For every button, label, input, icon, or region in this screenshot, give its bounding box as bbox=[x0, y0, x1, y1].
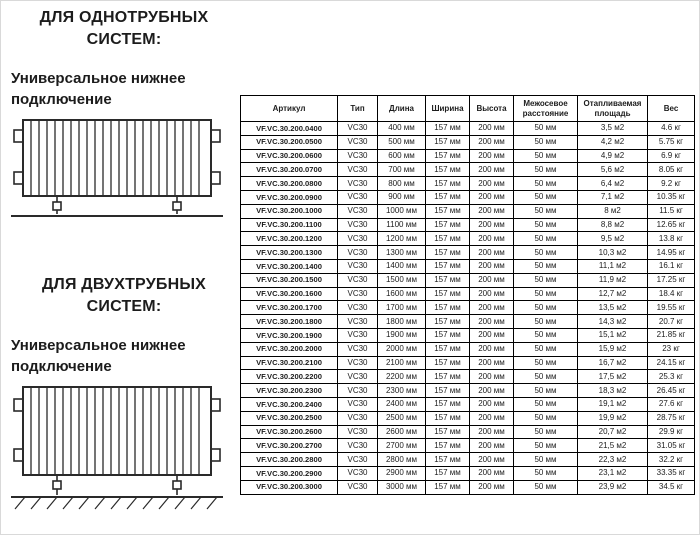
table-cell: 31.05 кг bbox=[648, 439, 695, 453]
table-cell: 8,8 м2 bbox=[578, 218, 648, 232]
article-cell: VF.VC.30.200.0400 bbox=[241, 122, 338, 136]
table-cell: 200 мм bbox=[470, 232, 514, 246]
table-cell: 9,5 м2 bbox=[578, 232, 648, 246]
table-cell: 10.35 кг bbox=[648, 190, 695, 204]
table-cell: 200 мм bbox=[470, 273, 514, 287]
table-cell: 200 мм bbox=[470, 246, 514, 260]
table-cell: 4,9 м2 bbox=[578, 149, 648, 163]
table-cell: 6.9 кг bbox=[648, 149, 695, 163]
heading-two-pipe-systems: ДЛЯ ДВУХТРУБНЫХ СИСТЕМ: bbox=[41, 275, 207, 316]
table-cell: 800 мм bbox=[378, 177, 426, 191]
table-cell: 2500 мм bbox=[378, 411, 426, 425]
table-cell: VC30 bbox=[338, 135, 378, 149]
table-row bbox=[241, 301, 695, 315]
table-cell: 21.85 кг bbox=[648, 328, 695, 342]
table-cell: 17,5 м2 bbox=[578, 370, 648, 384]
table-cell: 11,1 м2 bbox=[578, 259, 648, 273]
table-cell: 50 мм bbox=[514, 259, 578, 273]
table-cell: 200 мм bbox=[470, 466, 514, 480]
table-cell: 157 мм bbox=[426, 273, 470, 287]
table-cell: 200 мм bbox=[470, 135, 514, 149]
table-cell: VC30 bbox=[338, 370, 378, 384]
table-cell: 20.7 кг bbox=[648, 315, 695, 329]
table-cell: 200 мм bbox=[470, 384, 514, 398]
table-cell: 7,1 м2 bbox=[578, 190, 648, 204]
table-cell: 200 мм bbox=[470, 397, 514, 411]
table-cell: 157 мм bbox=[426, 342, 470, 356]
table-row bbox=[241, 356, 695, 370]
table-cell: 157 мм bbox=[426, 453, 470, 467]
subheading-universal-bottom-connection-2: Универсальное нижнее подключение bbox=[11, 336, 186, 375]
table-cell: 157 мм bbox=[426, 301, 470, 315]
table-cell: 2000 мм bbox=[378, 342, 426, 356]
table-cell: 157 мм bbox=[426, 135, 470, 149]
table-cell: VC30 bbox=[338, 287, 378, 301]
article-cell: VF.VC.30.200.0800 bbox=[241, 177, 338, 191]
table-cell: 200 мм bbox=[470, 301, 514, 315]
table-cell: 1200 мм bbox=[378, 232, 426, 246]
table-row bbox=[241, 480, 695, 494]
table-cell: 157 мм bbox=[426, 356, 470, 370]
table-cell: 14.95 кг bbox=[648, 246, 695, 260]
article-cell: VF.VC.30.200.2600 bbox=[241, 425, 338, 439]
article-cell: VF.VC.30.200.1100 bbox=[241, 218, 338, 232]
table-cell: 157 мм bbox=[426, 163, 470, 177]
table-cell: 50 мм bbox=[514, 273, 578, 287]
column-header: Длина bbox=[378, 96, 426, 122]
table-cell: VC30 bbox=[338, 246, 378, 260]
table-row bbox=[241, 273, 695, 287]
table-cell: VC30 bbox=[338, 466, 378, 480]
table-cell: 1500 мм bbox=[378, 273, 426, 287]
table-cell: 1900 мм bbox=[378, 328, 426, 342]
table-cell: 14,3 м2 bbox=[578, 315, 648, 329]
table-row bbox=[241, 425, 695, 439]
table-cell: 157 мм bbox=[426, 177, 470, 191]
table-row bbox=[241, 466, 695, 480]
table-cell: 18,3 м2 bbox=[578, 384, 648, 398]
radiator-diagram-two-pipe bbox=[11, 383, 223, 511]
table-cell: 50 мм bbox=[514, 315, 578, 329]
table-cell: VC30 bbox=[338, 439, 378, 453]
article-cell: VF.VC.30.200.1200 bbox=[241, 232, 338, 246]
article-cell: VF.VC.30.200.1600 bbox=[241, 287, 338, 301]
table-cell: 19,1 м2 bbox=[578, 397, 648, 411]
article-cell: VF.VC.30.200.0700 bbox=[241, 163, 338, 177]
spec-table bbox=[240, 95, 695, 495]
table-cell: VC30 bbox=[338, 204, 378, 218]
table-cell: VC30 bbox=[338, 342, 378, 356]
table-cell: 157 мм bbox=[426, 397, 470, 411]
table-cell: 50 мм bbox=[514, 384, 578, 398]
table-cell: 2400 мм bbox=[378, 397, 426, 411]
table-row bbox=[241, 122, 695, 136]
table-row bbox=[241, 439, 695, 453]
table-cell: 1100 мм bbox=[378, 218, 426, 232]
table-cell: 50 мм bbox=[514, 204, 578, 218]
table-cell: 400 мм bbox=[378, 122, 426, 136]
table-cell: 1600 мм bbox=[378, 287, 426, 301]
article-cell: VF.VC.30.200.3000 bbox=[241, 480, 338, 494]
article-cell: VF.VC.30.200.2800 bbox=[241, 453, 338, 467]
table-cell: 10,3 м2 bbox=[578, 246, 648, 260]
table-cell: 2900 мм bbox=[378, 466, 426, 480]
table-cell: VC30 bbox=[338, 177, 378, 191]
table-cell: 50 мм bbox=[514, 453, 578, 467]
article-cell: VF.VC.30.200.1300 bbox=[241, 246, 338, 260]
table-cell: 2700 мм bbox=[378, 439, 426, 453]
table-cell: 200 мм bbox=[470, 122, 514, 136]
table-cell: 28.75 кг bbox=[648, 411, 695, 425]
article-cell: VF.VC.30.200.2100 bbox=[241, 356, 338, 370]
table-cell: VC30 bbox=[338, 425, 378, 439]
table-cell: 15,1 м2 bbox=[578, 328, 648, 342]
table-cell: 50 мм bbox=[514, 356, 578, 370]
table-cell: VC30 bbox=[338, 397, 378, 411]
table-cell: 200 мм bbox=[470, 328, 514, 342]
table-cell: 8.05 кг bbox=[648, 163, 695, 177]
table-cell: 200 мм bbox=[470, 287, 514, 301]
table-cell: VC30 bbox=[338, 122, 378, 136]
table-cell: 200 мм bbox=[470, 480, 514, 494]
article-cell: VF.VC.30.200.2000 bbox=[241, 342, 338, 356]
table-cell: 200 мм bbox=[470, 204, 514, 218]
table-cell: VC30 bbox=[338, 328, 378, 342]
table-cell: 157 мм bbox=[426, 370, 470, 384]
article-cell: VF.VC.30.200.1400 bbox=[241, 259, 338, 273]
table-cell: VC30 bbox=[338, 301, 378, 315]
left-column bbox=[11, 7, 237, 511]
table-row bbox=[241, 149, 695, 163]
table-cell: 157 мм bbox=[426, 384, 470, 398]
article-cell: VF.VC.30.200.1500 bbox=[241, 273, 338, 287]
table-cell: 50 мм bbox=[514, 287, 578, 301]
table-cell: 26.45 кг bbox=[648, 384, 695, 398]
table-row bbox=[241, 135, 695, 149]
table-row bbox=[241, 342, 695, 356]
table-cell: 200 мм bbox=[470, 315, 514, 329]
table-cell: 50 мм bbox=[514, 466, 578, 480]
table-cell: VC30 bbox=[338, 218, 378, 232]
column-header: Межосевое расстояние bbox=[514, 96, 578, 122]
table-cell: 900 мм bbox=[378, 190, 426, 204]
table-header-row bbox=[241, 96, 695, 122]
table-cell: 50 мм bbox=[514, 342, 578, 356]
table-cell: 16.1 кг bbox=[648, 259, 695, 273]
right-column bbox=[240, 95, 694, 495]
table-cell: VC30 bbox=[338, 356, 378, 370]
table-cell: 50 мм bbox=[514, 370, 578, 384]
table-row bbox=[241, 453, 695, 467]
table-cell: 50 мм bbox=[514, 122, 578, 136]
table-cell: 23,1 м2 bbox=[578, 466, 648, 480]
table-cell: 1400 мм bbox=[378, 259, 426, 273]
subheading-universal-bottom-connection-1: Универсальное нижнее подключение bbox=[11, 69, 186, 108]
table-cell: 600 мм bbox=[378, 149, 426, 163]
table-cell: 32.2 кг bbox=[648, 453, 695, 467]
table-cell: 50 мм bbox=[514, 177, 578, 191]
table-cell: 157 мм bbox=[426, 328, 470, 342]
table-cell: VC30 bbox=[338, 232, 378, 246]
article-cell: VF.VC.30.200.1000 bbox=[241, 204, 338, 218]
table-cell: 27.6 кг bbox=[648, 397, 695, 411]
table-row bbox=[241, 411, 695, 425]
table-cell: 200 мм bbox=[470, 370, 514, 384]
table-cell: 157 мм bbox=[426, 480, 470, 494]
table-row bbox=[241, 218, 695, 232]
table-cell: 50 мм bbox=[514, 397, 578, 411]
table-cell: 157 мм bbox=[426, 190, 470, 204]
table-cell: 50 мм bbox=[514, 480, 578, 494]
column-header: Вес bbox=[648, 96, 695, 122]
table-cell: 50 мм bbox=[514, 328, 578, 342]
table-cell: 157 мм bbox=[426, 425, 470, 439]
table-cell: 3,5 м2 bbox=[578, 122, 648, 136]
table-cell: VC30 bbox=[338, 411, 378, 425]
table-cell: 700 мм bbox=[378, 163, 426, 177]
article-cell: VF.VC.30.200.2400 bbox=[241, 397, 338, 411]
table-cell: 157 мм bbox=[426, 246, 470, 260]
table-cell: 200 мм bbox=[470, 411, 514, 425]
table-cell: 200 мм bbox=[470, 177, 514, 191]
table-row bbox=[241, 287, 695, 301]
table-cell: VC30 bbox=[338, 259, 378, 273]
table-cell: 200 мм bbox=[470, 218, 514, 232]
table-cell: 50 мм bbox=[514, 218, 578, 232]
table-cell: 2600 мм bbox=[378, 425, 426, 439]
table-cell: VC30 bbox=[338, 384, 378, 398]
table-cell: VC30 bbox=[338, 163, 378, 177]
table-cell: 200 мм bbox=[470, 425, 514, 439]
table-cell: 157 мм bbox=[426, 204, 470, 218]
table-cell: 2800 мм bbox=[378, 453, 426, 467]
table-cell: 1300 мм bbox=[378, 246, 426, 260]
table-cell: 157 мм bbox=[426, 411, 470, 425]
table-cell: 157 мм bbox=[426, 287, 470, 301]
table-cell: 11.5 кг bbox=[648, 204, 695, 218]
column-header: Высота bbox=[470, 96, 514, 122]
table-cell: 6,4 м2 bbox=[578, 177, 648, 191]
table-cell: 19,9 м2 bbox=[578, 411, 648, 425]
table-cell: 13,5 м2 bbox=[578, 301, 648, 315]
table-cell: 157 мм bbox=[426, 315, 470, 329]
table-cell: 50 мм bbox=[514, 246, 578, 260]
table-row bbox=[241, 190, 695, 204]
table-cell: 200 мм bbox=[470, 439, 514, 453]
table-cell: 50 мм bbox=[514, 163, 578, 177]
article-cell: VF.VC.30.200.0500 bbox=[241, 135, 338, 149]
table-cell: 200 мм bbox=[470, 342, 514, 356]
table-cell: 50 мм bbox=[514, 190, 578, 204]
column-header: Артикул bbox=[241, 96, 338, 122]
table-cell: VC30 bbox=[338, 190, 378, 204]
table-cell: 34.5 кг bbox=[648, 480, 695, 494]
table-cell: 200 мм bbox=[470, 163, 514, 177]
table-cell: 33.35 кг bbox=[648, 466, 695, 480]
article-cell: VF.VC.30.200.2900 bbox=[241, 466, 338, 480]
table-cell: 2200 мм bbox=[378, 370, 426, 384]
table-cell: 1700 мм bbox=[378, 301, 426, 315]
table-cell: 1800 мм bbox=[378, 315, 426, 329]
table-row bbox=[241, 163, 695, 177]
column-header: Ширина bbox=[426, 96, 470, 122]
table-cell: VC30 bbox=[338, 480, 378, 494]
table-cell: 12.65 кг bbox=[648, 218, 695, 232]
table-cell: VC30 bbox=[338, 315, 378, 329]
table-cell: 157 мм bbox=[426, 466, 470, 480]
table-cell: VC30 bbox=[338, 273, 378, 287]
table-cell: 2100 мм bbox=[378, 356, 426, 370]
table-cell: 5,6 м2 bbox=[578, 163, 648, 177]
table-row bbox=[241, 370, 695, 384]
table-cell: 18.4 кг bbox=[648, 287, 695, 301]
table-cell: 9.2 кг bbox=[648, 177, 695, 191]
table-cell: 50 мм bbox=[514, 135, 578, 149]
table-cell: 22,3 м2 bbox=[578, 453, 648, 467]
table-cell: 50 мм bbox=[514, 149, 578, 163]
table-row bbox=[241, 315, 695, 329]
table-cell: 157 мм bbox=[426, 122, 470, 136]
table-cell: 21,5 м2 bbox=[578, 439, 648, 453]
table-cell: 500 мм bbox=[378, 135, 426, 149]
article-cell: VF.VC.30.200.2700 bbox=[241, 439, 338, 453]
table-row bbox=[241, 177, 695, 191]
table-row bbox=[241, 384, 695, 398]
column-header: Тип bbox=[338, 96, 378, 122]
table-cell: 15,9 м2 bbox=[578, 342, 648, 356]
table-cell: 19.55 кг bbox=[648, 301, 695, 315]
article-cell: VF.VC.30.200.2500 bbox=[241, 411, 338, 425]
table-row bbox=[241, 259, 695, 273]
table-cell: 12,7 м2 bbox=[578, 287, 648, 301]
table-cell: 13.8 кг bbox=[648, 232, 695, 246]
table-cell: 8 м2 bbox=[578, 204, 648, 218]
table-cell: 17.25 кг bbox=[648, 273, 695, 287]
table-cell: 5.75 кг bbox=[648, 135, 695, 149]
table-cell: 50 мм bbox=[514, 425, 578, 439]
table-cell: 20,7 м2 bbox=[578, 425, 648, 439]
heading-single-pipe-systems: ДЛЯ ОДНОТРУБНЫХ СИСТЕМ: bbox=[39, 9, 209, 49]
table-cell: 23 кг bbox=[648, 342, 695, 356]
table-cell: 200 мм bbox=[470, 190, 514, 204]
table-row bbox=[241, 232, 695, 246]
article-cell: VF.VC.30.200.0900 bbox=[241, 190, 338, 204]
table-cell: 200 мм bbox=[470, 149, 514, 163]
table-cell: 157 мм bbox=[426, 259, 470, 273]
article-cell: VF.VC.30.200.1700 bbox=[241, 301, 338, 315]
table-cell: 2300 мм bbox=[378, 384, 426, 398]
table-cell: 200 мм bbox=[470, 259, 514, 273]
table-cell: 3000 мм bbox=[378, 480, 426, 494]
table-cell: 4.6 кг bbox=[648, 122, 695, 136]
table-cell: VC30 bbox=[338, 453, 378, 467]
table-cell: 1000 мм bbox=[378, 204, 426, 218]
article-cell: VF.VC.30.200.1900 bbox=[241, 328, 338, 342]
article-cell: VF.VC.30.200.1800 bbox=[241, 315, 338, 329]
table-cell: 200 мм bbox=[470, 356, 514, 370]
radiator-diagram-single-pipe bbox=[11, 116, 223, 222]
table-cell: 157 мм bbox=[426, 149, 470, 163]
article-cell: VF.VC.30.200.2300 bbox=[241, 384, 338, 398]
table-cell: 50 мм bbox=[514, 439, 578, 453]
table-row bbox=[241, 397, 695, 411]
table-cell: 16,7 м2 bbox=[578, 356, 648, 370]
table-cell: 200 мм bbox=[470, 453, 514, 467]
table-cell: 157 мм bbox=[426, 439, 470, 453]
table-row bbox=[241, 204, 695, 218]
table-cell: 157 мм bbox=[426, 218, 470, 232]
table-cell: 29.9 кг bbox=[648, 425, 695, 439]
table-cell: VC30 bbox=[338, 149, 378, 163]
article-cell: VF.VC.30.200.2200 bbox=[241, 370, 338, 384]
table-cell: 50 мм bbox=[514, 232, 578, 246]
table-cell: 11,9 м2 bbox=[578, 273, 648, 287]
table-cell: 50 мм bbox=[514, 411, 578, 425]
article-cell: VF.VC.30.200.0600 bbox=[241, 149, 338, 163]
table-cell: 4,2 м2 bbox=[578, 135, 648, 149]
table-row bbox=[241, 246, 695, 260]
table-cell: 157 мм bbox=[426, 232, 470, 246]
table-row bbox=[241, 328, 695, 342]
table-cell: 24.15 кг bbox=[648, 356, 695, 370]
table-cell: 25.3 кг bbox=[648, 370, 695, 384]
table-cell: 23,9 м2 bbox=[578, 480, 648, 494]
table-cell: 50 мм bbox=[514, 301, 578, 315]
column-header: Отапливаемая площадь bbox=[578, 96, 648, 122]
